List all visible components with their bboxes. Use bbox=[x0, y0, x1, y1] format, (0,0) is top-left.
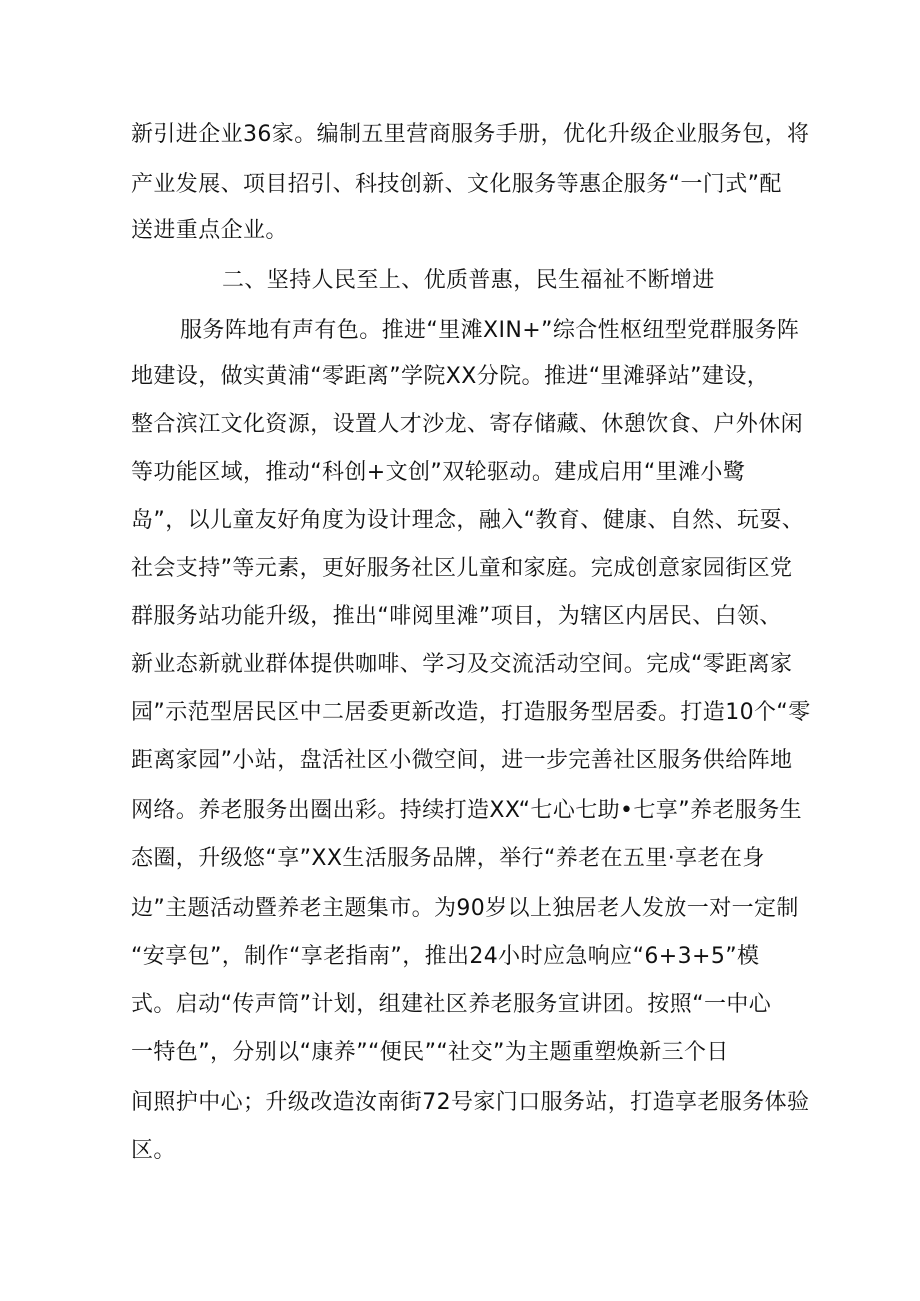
paragraph-line: 一特色”，分别以“康养”“便民”“社交”为主题重塑焕新三个日 bbox=[131, 1040, 729, 1065]
paragraph-line: 距离家园”小站，盘活社区小微空间，进一步完善社区服务供给阵地 bbox=[131, 748, 793, 773]
paragraph-line: 群服务站功能升级，推出“啡阅里滩”项目，为辖区内居民、白领、 bbox=[131, 604, 782, 629]
paragraph-line: “安享包”，制作“享老指南”，推出24小时应急响应“6+3+5”模 bbox=[131, 944, 760, 969]
paragraph-line: 网络。养老服务出圈出彩。持续打造XX“七心七助•七享”养老服务生 bbox=[131, 798, 803, 823]
paragraph-line: 整合滨江文化资源，设置人才沙龙、寄存储藏、休憩饮食、户外休闲 bbox=[131, 412, 804, 437]
paragraph-line: 产业发展、项目招引、科技创新、文化服务等惠企服务“一门式”配 bbox=[131, 172, 782, 197]
paragraph-line: 新引进企业36家。编制五里营商服务手册，优化升级企业服务包，将 bbox=[131, 122, 810, 147]
paragraph-line: 等功能区域，推动“科创+文创”双轮驱动。建成启用“里滩小鹭 bbox=[131, 460, 746, 485]
section-heading: 二、坚持人民至上、优质普惠，民生福祉不断增进 bbox=[222, 268, 715, 293]
paragraph-line: 服务阵地有声有色。推进“里滩XIN+”综合性枢纽型党群服务阵 bbox=[180, 318, 800, 343]
paragraph-line: 边”主题活动暨养老主题集市。为90岁以上独居老人发放一对一定制 bbox=[131, 896, 799, 921]
paragraph-line: 岛”，以儿童友好角度为设计理念，融入“教育、健康、自然、玩耍、 bbox=[131, 508, 805, 533]
paragraph-line: 送进重点企业。 bbox=[131, 218, 288, 243]
paragraph-line: 地建设，做实黄浦“零距离”学院XX分院。推进“里滩驿站”建设， bbox=[131, 364, 770, 389]
paragraph-line: 园”示范型居民区中二居委更新改造，打造服务型居委。打造10个“零 bbox=[131, 700, 811, 725]
paragraph-line: 式。启动“传声筒”计划，组建社区养老服务宣讲团。按照“一中心 bbox=[131, 992, 772, 1017]
paragraph-line: 区。 bbox=[131, 1138, 176, 1163]
paragraph-line: 社会支持”等元素，更好服务社区儿童和家庭。完成创意家园街区党 bbox=[131, 556, 793, 581]
paragraph-line: 间照护中心；升级改造汝南街72号家门口服务站，打造享老服务体验 bbox=[131, 1090, 810, 1115]
paragraph-line: 态圈，升级悠“享”XX生活服务品牌，举行“养老在五里·享老在身 bbox=[131, 846, 765, 871]
paragraph-line: 新业态新就业群体提供咖啡、学习及交流活动空间。完成“零距离家 bbox=[131, 652, 793, 677]
